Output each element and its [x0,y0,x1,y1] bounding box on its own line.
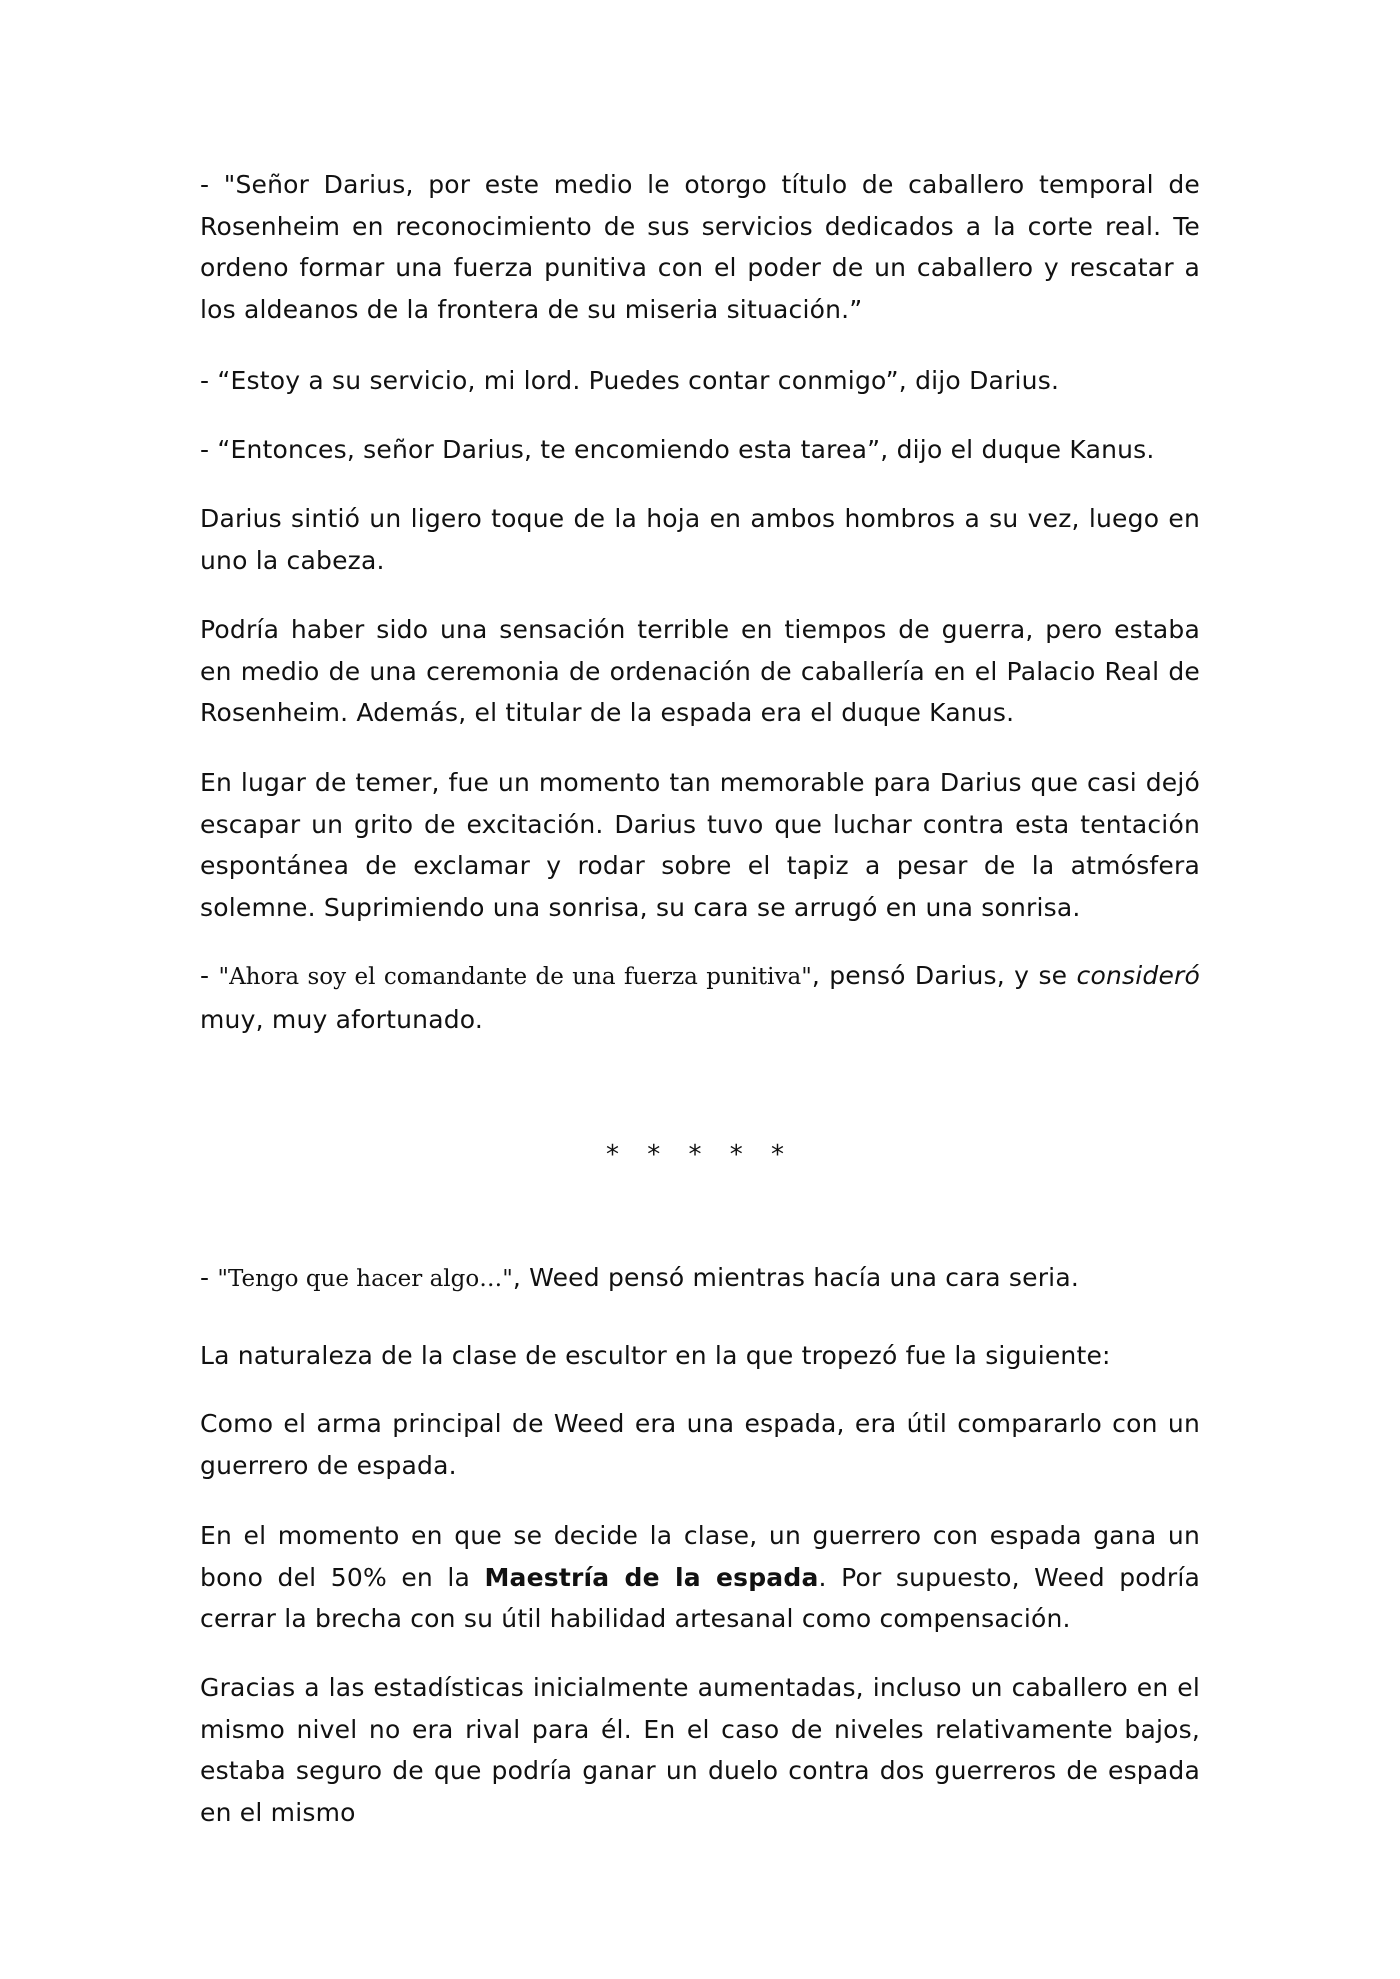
paragraph-blade-touch: Darius sintió un ligero toque de la hoja en ambos hombros a su vez, luego en uno la cabeza. [200,504,1200,575]
dialogue-dash: - [200,1263,218,1292]
paragraph-excitement: En lugar de temer, fue un momento tan memorable para Darius que casi dejó escapar un grito de excitación. Darius tuvo que luchar contra esta tentación espontánea de exclamar y rodar sobre el tapiz a pesar de la atmósfera solemne. Suprimiendo una sonrisa, su cara se arrugó en una sonrisa. [200,768,1200,922]
section-separator: * * * * * [605,1140,795,1170]
paragraph-duke-reply: - “Entonces, señor Darius, te encomiendo esta tarea”, dijo el duque Kanus. [200,435,1155,464]
paragraph-stats: Gracias a las estadísticas inicialmente aumentadas, incluso un caballero en el mismo nivel no era rival para él. En el caso de niveles relativamente bajos, estaba seguro de que podría ganar un duelo contra dos guerreros de espada en el mismo [200,1673,1200,1827]
dialogue-dash: - [200,961,219,990]
italic-word: consideró [1076,961,1200,990]
paragraph-class-bonus [200,1515,1200,1640]
paragraph-ceremony: Podría haber sido una sensación terrible en tiempos de guerra, pero estaba en medio de una ceremonia de ordenación de caballería en el Palacio Real de Rosenheim. Además, el titular de la espada era el duque Kanus. [200,615,1200,727]
paragraph-sculptor-nature: La naturaleza de la clase de escultor en la que tropezó fue la siguiente: [200,1341,1111,1370]
narration-end: muy, muy afortunado. [200,1004,484,1034]
paragraph-weed-thought [200,1257,1200,1301]
paragraph-sword-weapon: Como el arma principal de Weed era una espada, era útil compararlo con un guerrero de espada. [200,1409,1200,1480]
paragraph-darius-reply: - “Estoy a su servicio, mi lord. Puedes contar conmigo”, dijo Darius. [200,366,1060,395]
narration-end: , Weed pensó mientras hacía una cara seria. [512,1263,1079,1292]
thought-text: "Ahora soy el comandante de una fuerza punitiva" [218,964,812,990]
bonus-text-end: . Por supuesto, Weed podría cerrar la brecha con su útil habilidad artesanal como compensación. [200,1562,1201,1633]
bonus-text-start: En el momento en que se decide la clase, un guerrero con espada gana un bono del 50% en la [200,1521,1200,1592]
paragraph-decree: - "Señor Darius, por este medio le otorgo título de caballero temporal de Rosenheim en reconocimiento de sus servicios dedicados a la corte real. Te ordeno formar una fuerza punitiva con el poder de un caballero y rescatar a los aldeanos de la frontera de su miseria situación.” [200,170,1200,324]
paragraph-commander-thought [200,955,1200,1040]
bold-skill-name: Maestría de la espada [484,1562,819,1592]
narration-text: , pensó Darius, y se [811,961,1077,990]
thought-text: "Tengo que hacer algo…" [217,1266,513,1292]
